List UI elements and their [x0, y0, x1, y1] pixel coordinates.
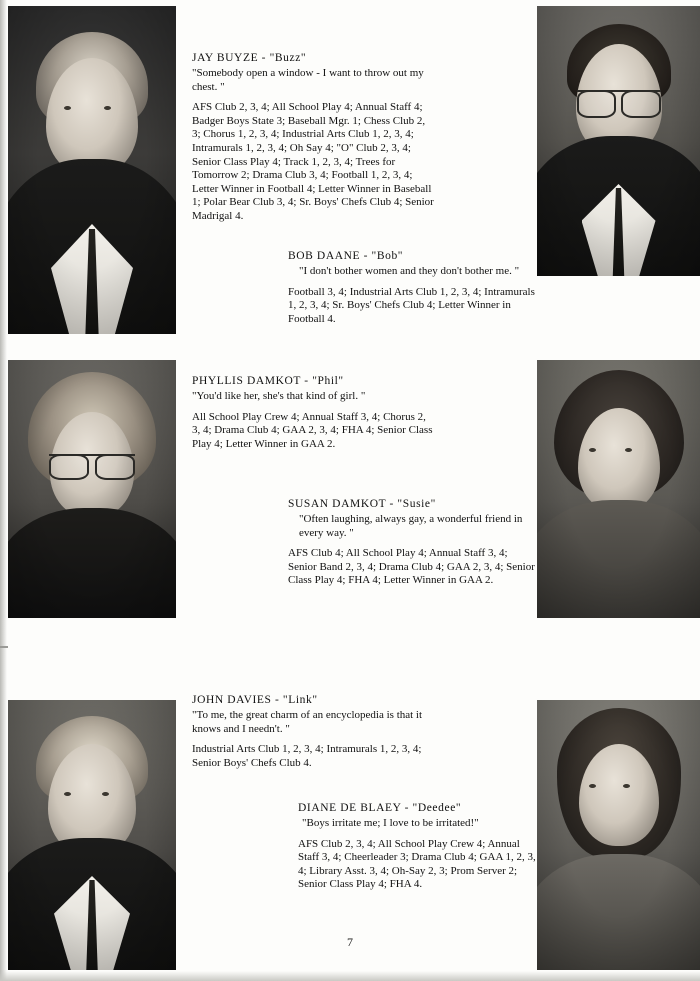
shoulders-shape	[537, 854, 700, 970]
shoulders-shape	[537, 500, 700, 618]
photo-john-davies	[8, 700, 176, 970]
student-activities: Industrial Arts Club 1, 2, 3, 4; Intramurals 1, 2, 3, 4; Senior Boys' Chefs Club 4.	[192, 743, 422, 769]
student-quote: "I don't bother women and they don't bother me. "	[299, 265, 520, 277]
scan-edge-left	[0, 0, 7, 981]
student-activities: AFS Club 2, 3, 4; All School Play 4; Annual Staff 4; Badger Boys State 3; Baseball Mgr. 1; Chess Club 2, 3; Chorus 1, 2, 3, 4; Industrial Arts Club 1, 2, 3, 4; Intramurals 1, 2, 3, 4; Oh Say 4; "O" Club 2, 3, 4; Senior Class Play 4; Track 1, 2, 3, 4; Trees for Tomorrow 2; Drama Club 3, 4; Football 1, 2, 3, 4; Letter Winner in Football 4; Letter Winner in Baseball 1; Polar Bear Club 3, 4; Sr. Boys' Chefs Club 4; Senior Madrigal 4.	[192, 101, 434, 222]
student-quote: "You'd like her, she's that kind of girl. "	[192, 390, 366, 402]
photo-phyllis-damkot	[8, 360, 176, 618]
entry-jay-buyze	[192, 52, 434, 224]
eyeglasses	[577, 90, 661, 116]
student-name: PHYLLIS DAMKOT - "Phil"	[192, 375, 344, 387]
shoulders-shape	[8, 508, 176, 618]
entry-john-davies	[192, 694, 444, 770]
student-quote: "Often laughing, always gay, a wonderful friend in every way. "	[299, 513, 523, 539]
student-name: JAY BUYZE - "Buzz"	[192, 52, 307, 64]
eyeglasses	[49, 454, 135, 478]
scan-tick-mark	[0, 646, 8, 648]
student-quote: "Somebody open a window - I want to throw out my chest. "	[192, 67, 424, 93]
photo-bob-daane	[537, 6, 700, 276]
student-quote: "To me, the great charm of an encyclopedia is that it knows and I needn't. "	[192, 709, 423, 735]
student-activities: AFS Club 4; All School Play 4; Annual Staff 3, 4; Senior Band 2, 3, 4; Drama Club 4; GAA 2, 3, 4; Senior Class Play 4; FHA 4; Letter Winner in GAA 2.	[288, 547, 535, 587]
student-name: DIANE DE BLAEY - "Deedee"	[298, 802, 462, 814]
entry-bob-daane	[288, 250, 540, 326]
student-name: JOHN DAVIES - "Link"	[192, 694, 318, 706]
student-activities: Football 3, 4; Industrial Arts Club 1, 2, 3, 4; Intramurals 1, 2, 3, 4; Sr. Boys' Chefs Club 4; Letter Winner in Football 4.	[288, 285, 535, 325]
page-number: 7	[347, 935, 353, 949]
entry-diane-de-blaey	[298, 802, 538, 892]
student-quote: "Boys irritate me; I love to be irritated!"	[302, 817, 479, 829]
photo-jay-buyze	[8, 6, 176, 334]
scan-edge-bottom	[0, 971, 700, 981]
student-name: BOB DAANE - "Bob"	[288, 250, 404, 262]
student-activities: AFS Club 2, 3, 4; All School Play Crew 4; Annual Staff 3, 4; Cheerleader 3; Drama Club 4; GAA 1, 2, 3, 4; Library Asst. 3, 4; Oh-Say 2, 3; Prom Server 2; Senior Class Play 4; FHA 4.	[298, 837, 536, 891]
student-name: SUSAN DAMKOT - "Susie"	[288, 498, 436, 510]
student-activities: All School Play Crew 4; Annual Staff 3, 4; Chorus 2, 3, 4; Drama Club 4; GAA 2, 3, 4; FHA 4; Senior Class Play 4; Letter Winner in GAA 2.	[192, 410, 433, 450]
photo-susan-damkot	[537, 360, 700, 618]
entry-phyllis-damkot	[192, 375, 436, 451]
entry-susan-damkot	[288, 498, 536, 588]
photo-diane-de-blaey	[537, 700, 700, 970]
